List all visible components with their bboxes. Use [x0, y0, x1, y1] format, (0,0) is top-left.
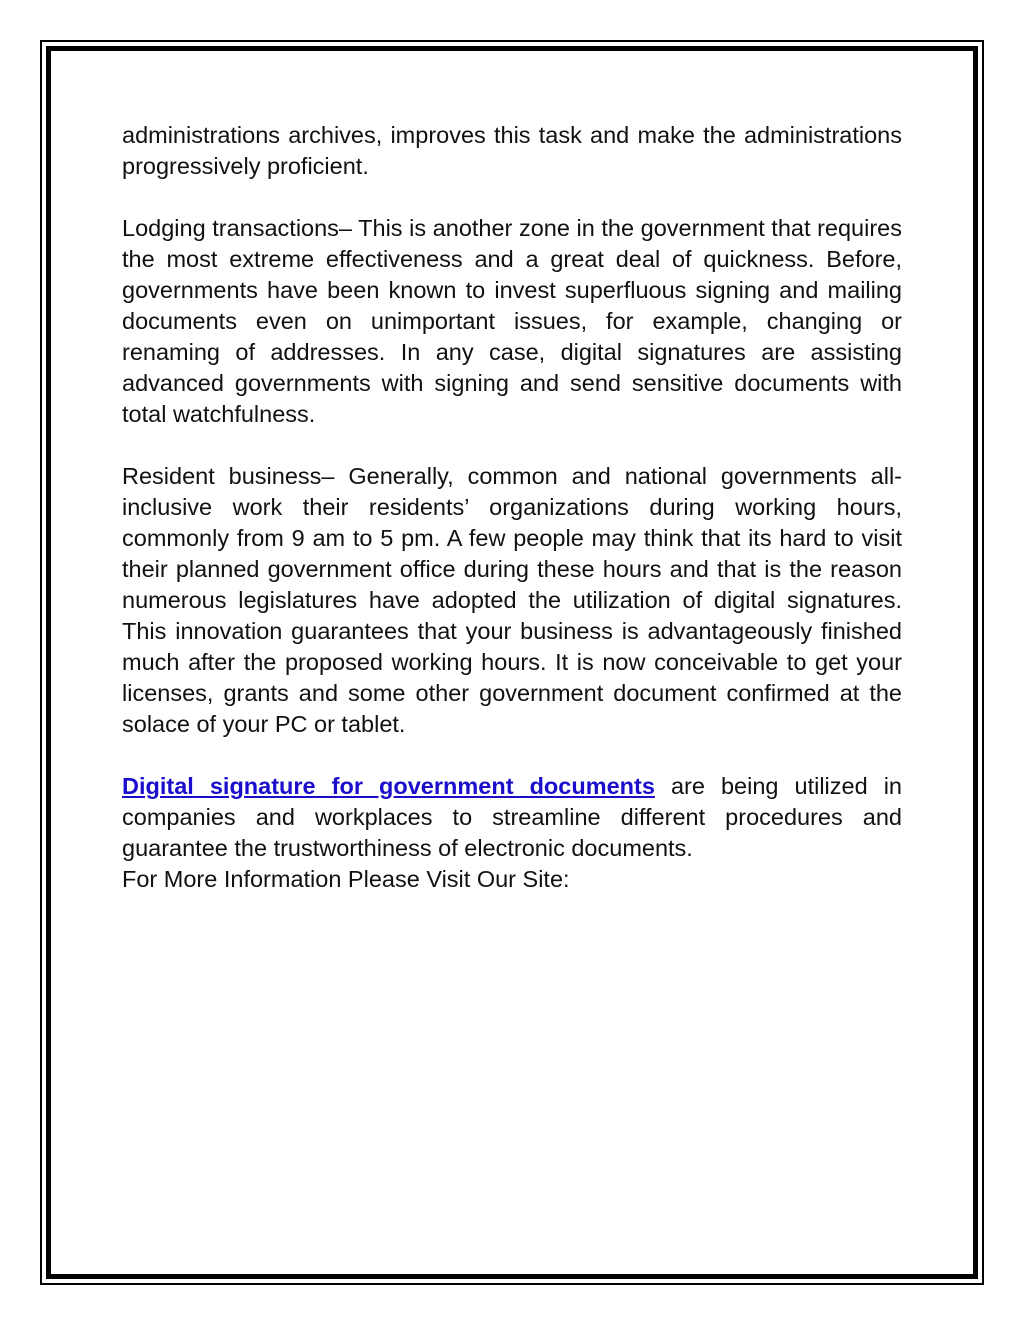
more-info-line: For More Information Please Visit Our Site: — [122, 866, 570, 892]
closing-text: are being utilized in companies and workplaces to streamline different procedures and guarantee the trustworthiness of electronic documents. — [122, 773, 902, 861]
paragraph-lodging-transactions: Lodging transactions– This is another zone in the government that requires the most extreme effectiveness and a great deal of quickness. Before, governments have been known to invest superfluous signing and mailing documents even on unimportant issues, for example, changing or renaming of addresses. In any case, digital signatures are assisting advanced governments with signing and send sensitive documents with total watchfulness. — [122, 215, 902, 427]
digital-signature-link[interactable]: Digital signature for government documents — [122, 773, 655, 799]
paragraph-archives: administrations archives, improves this task and make the administrations progressively proficient. — [122, 122, 902, 179]
paragraph-closing — [122, 771, 902, 864]
document-body — [122, 120, 902, 895]
paragraph-resident-business: Resident business– Generally, common and national governments all-inclusive work their residents’ organizations during working hours, commonly from 9 am to 5 pm. A few people may think that its hard to visit their planned government office during these hours and that is the reason numerous legislatures have adopted the utilization of digital signatures. This innovation guarantees that your business is advantageously finished much after the proposed working hours. It is now conceivable to get your licenses, grants and some other government document confirmed at the solace of your PC or tablet. — [122, 463, 902, 737]
